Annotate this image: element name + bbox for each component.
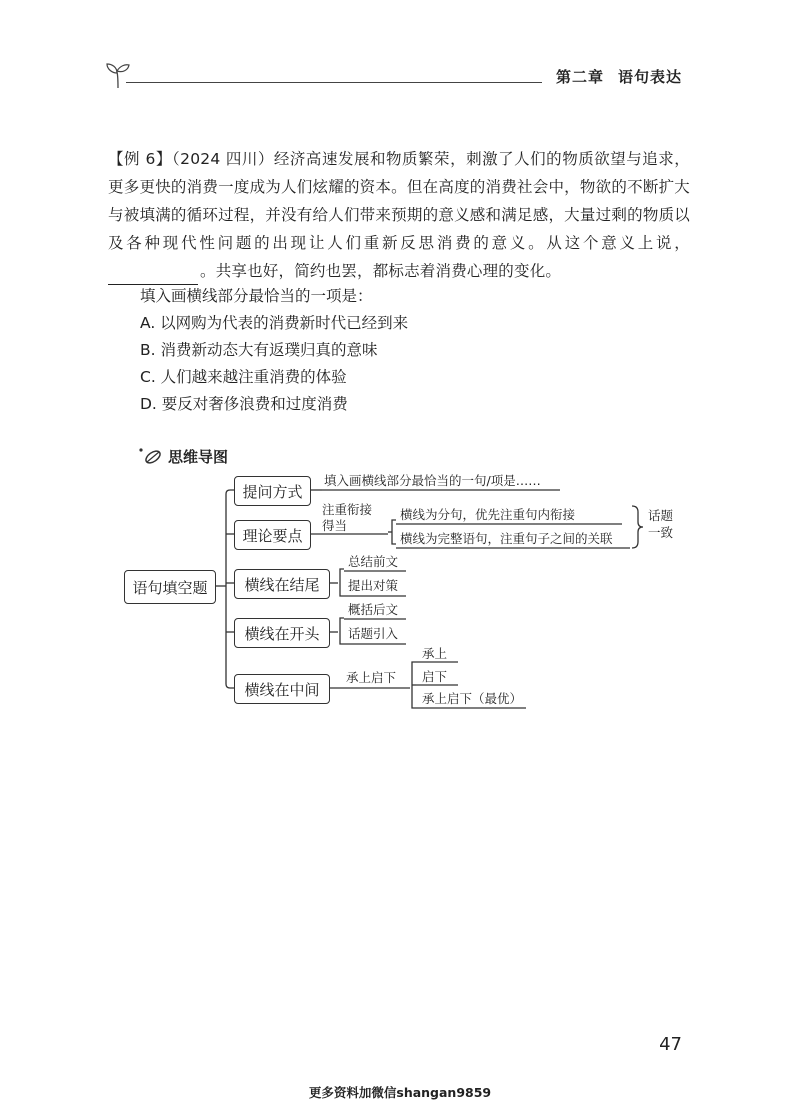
leaf-icon [138,447,164,465]
chapter-number: 第二章 [555,68,604,86]
blank-middle-item-up: 承上 [422,646,448,661]
example-text: 经济高速发展和物质繁荣，刺激了人们的物质欲望与追求，更多更快的消费一度成为人们炫耀的资本。但在高度的消费社会中，物欲的不断扩大与被填满的循环过程，并没有给人们带来预期的意义感和满足感，大量过剩的物质以及各种现代性问题的出现让人们重新反思消费的意义。从这个意义上说， [108,150,691,252]
header-rule [126,82,542,83]
branch-blank-middle: 横线在中间 [234,674,330,704]
mindmap-root: 语句填空题 [124,570,216,604]
mindmap-heading [138,446,228,467]
chapter-heading [556,66,682,87]
mindmap-diagram [110,466,690,726]
example-after-blank: 。共享也好，简约也罢，都标志着消费心理的变化。 [200,262,562,280]
footer-note: 更多资料加微信shangan9859 [308,1085,492,1100]
branch-blank-end: 横线在结尾 [234,569,330,599]
blank-end-item-measures: 提出对策 [348,578,399,593]
example-tag: 【例 6】（2024 四川） [108,150,274,168]
blank-middle-item-down: 启下 [422,669,448,684]
theory-note-line2: 得当 [322,518,348,533]
question-prompt: 填入画横线部分最恰当的一项是： [140,287,373,305]
theory-item-clause: 横线为分句，优先注重句内衔接 [400,507,576,522]
blank-middle-item-both: 承上启下（最优） [422,691,523,706]
page-header [104,54,682,94]
theory-item-sentence: 横线为完整语句，注重句子之间的关联 [400,531,613,546]
question-format-detail: 填入画横线部分最恰当的一句/项是…… [324,473,541,488]
branch-question-format: 提问方式 [234,476,311,506]
theory-note-line1: 注重衔接 [322,502,373,517]
blank-middle-note: 承上启下 [346,670,397,685]
question-block [140,283,680,418]
option-b: B. 消费新动态大有返璞归真的意味 [140,341,378,359]
mindmap-title: 思维导图 [168,448,229,466]
option-c: C. 人们越来越注重消费的体验 [140,368,347,386]
sprout-icon [104,60,132,90]
blank-start-item-topic: 话题引入 [348,626,399,641]
example-body [108,145,690,285]
option-a: A. 以网购为代表的消费新时代已经到来 [140,314,409,332]
blank-start-item-summarize: 概括后文 [348,602,399,617]
branch-blank-start: 横线在开头 [234,618,330,648]
theory-side-line2: 一致 [648,525,674,540]
example-paragraph [108,145,690,285]
theory-side-line1: 话题 [648,508,674,523]
chapter-title: 语句表达 [617,68,682,86]
blank-end-item-summary: 总结前文 [348,554,399,569]
branch-theory-points: 理论要点 [234,520,311,550]
page-number: 47 [659,1034,682,1055]
option-d: D. 要反对奢侈浪费和过度消费 [140,395,348,413]
